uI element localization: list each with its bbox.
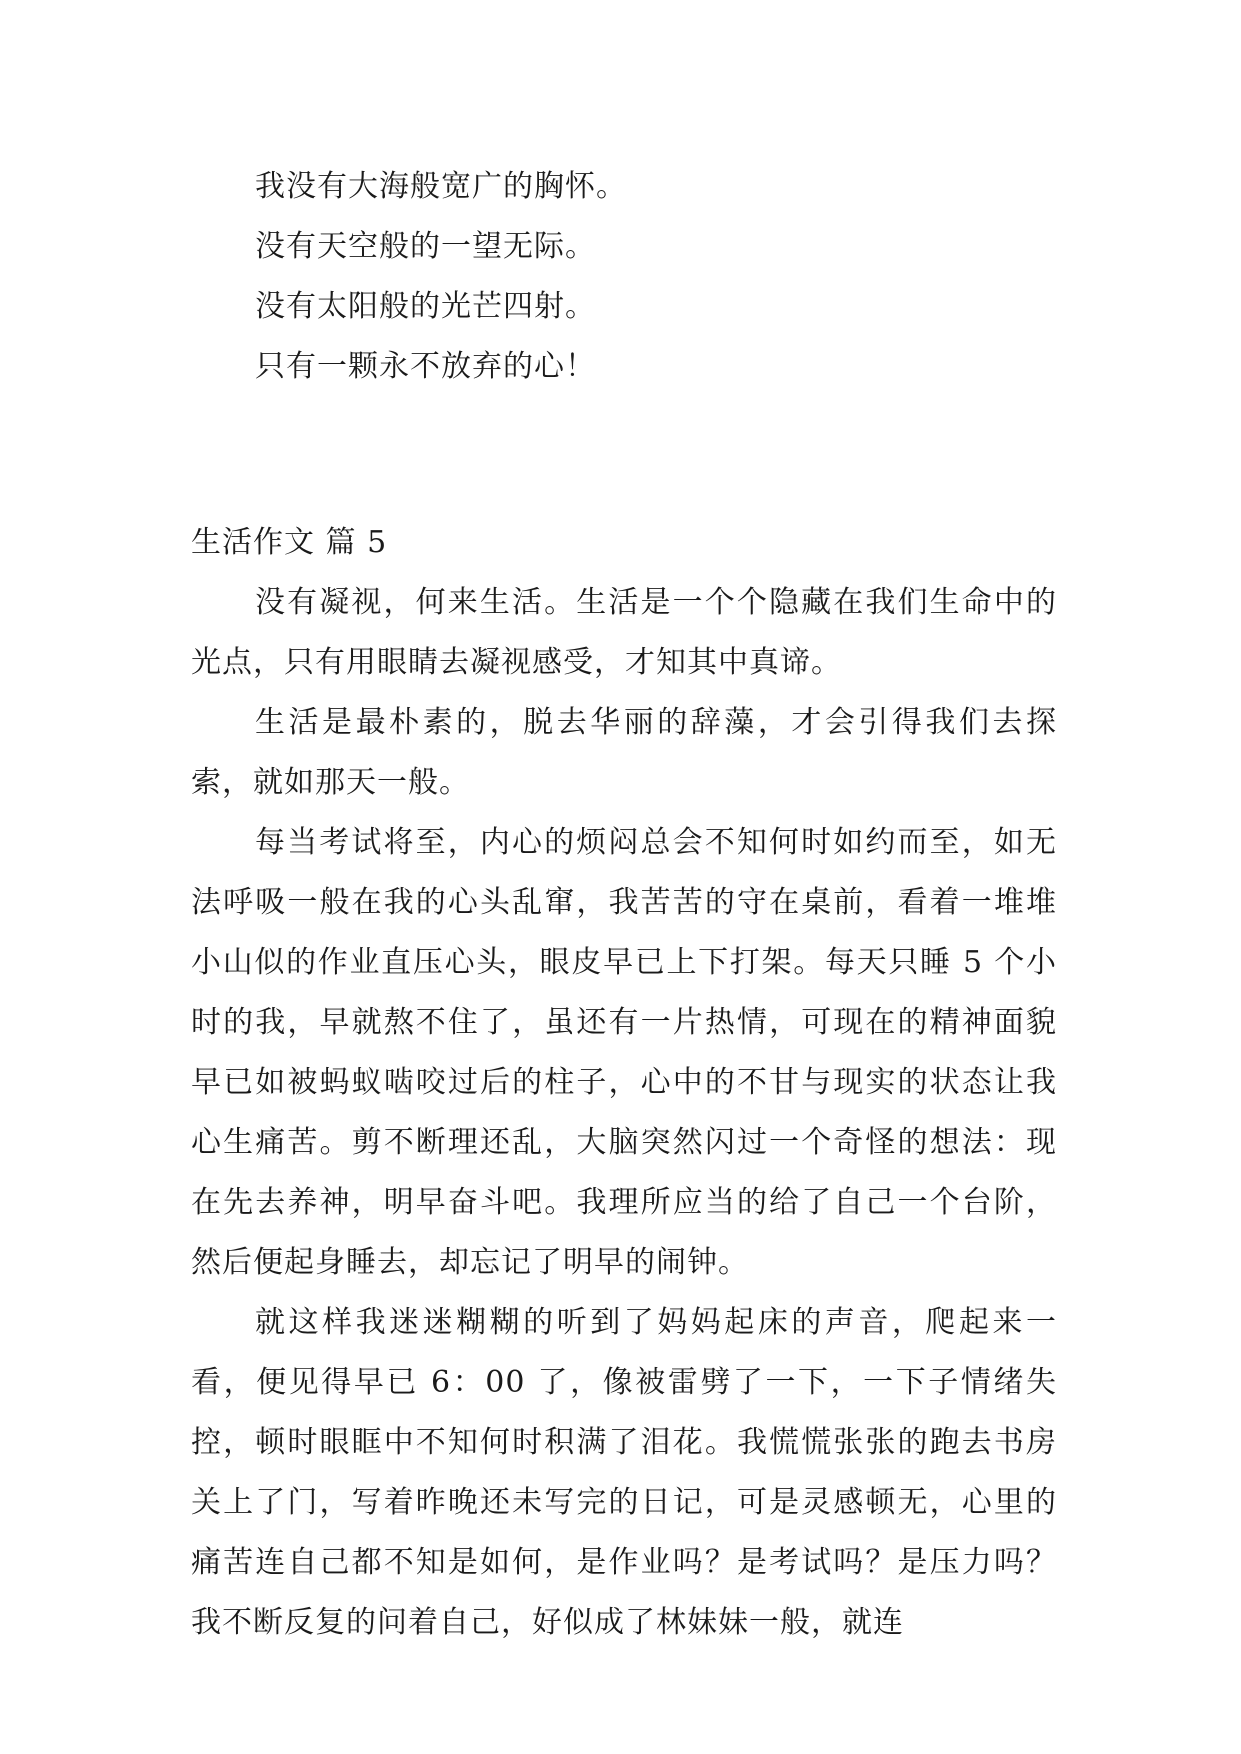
poem-line: 没有天空般的一望无际。 [255, 229, 596, 264]
poem-line: 只有一颗永不放弃的心！ [255, 349, 596, 384]
document-body [191, 157, 1057, 1653]
poem-line: 我没有大海般宽广的胸怀。 [255, 169, 627, 204]
paragraph: 就这样我迷迷糊糊的听到了妈妈起床的声音，爬起来一看，便见得早已 6：00 了，像被雷劈了一下，一下子情绪失控，顿时眼眶中不知何时积满了泪花。我慌慌张张的跑去书房关上了门，写着昨晚还未写完的日记，可是灵感顿无，心里的痛苦连自己都不知是如何，是作业吗？是考试吗？是压力吗？我不断反复的问着自己，好似成了林妹妹一般，就连 [191, 1305, 1057, 1640]
paragraph: 生活是最朴素的，脱去华丽的辞藻，才会引得我们去探索，就如那天一般。 [191, 705, 1057, 800]
paragraph: 每当考试将至，内心的烦闷总会不知何时如约而至，如无法呼吸一般在我的心头乱窜，我苦苦的守在桌前，看着一堆堆小山似的作业直压心头，眼皮早已上下打架。每天只睡 5 个小时的我，早就熬不住了，虽还有一片热情，可现在的精神面貌早已如被蚂蚁啮咬过后的柱子，心中的不甘与现实的状态让我心生痛苦。剪不断理还乱，大脑突然闪过一个奇怪的想法：现在先去养神，明早奋斗吧。我理所应当的给了自己一个台阶，然后便起身睡去，却忘记了明早的闹钟。 [191, 825, 1057, 1280]
section-title: 生活作文 篇 5 [191, 525, 388, 560]
poem-line: 没有太阳般的光芒四射。 [255, 289, 596, 324]
poem-block [191, 157, 1057, 397]
paragraph: 没有凝视，何来生活。生活是一个个隐藏在我们生命中的光点，只有用眼睛去凝视感受，才知其中真谛。 [191, 585, 1057, 680]
